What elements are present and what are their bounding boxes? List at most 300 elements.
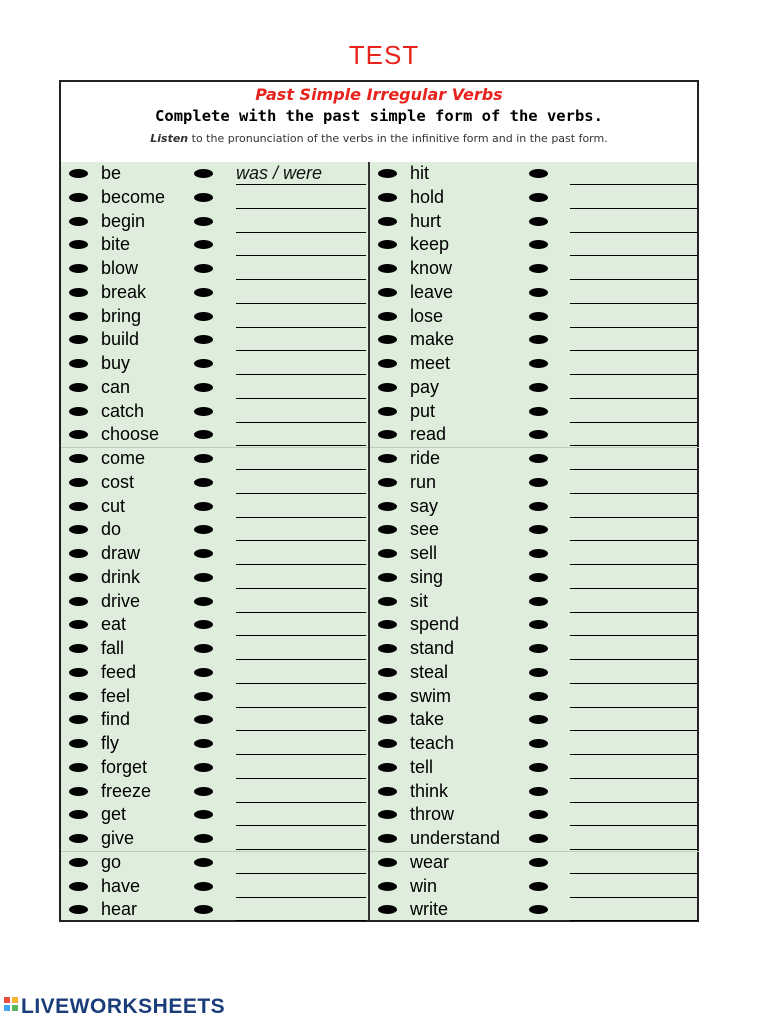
verb-infinitive: see [410,519,440,540]
bullet-icon [194,454,213,463]
verb-row [370,186,699,210]
bullet-icon [69,169,88,178]
past-form-answer-field[interactable] [570,400,698,423]
verb-infinitive: become [101,186,166,207]
verb-row [370,447,699,471]
verb-infinitive: bring [101,305,142,326]
verb-infinitive: blow [101,258,139,278]
verb-row [61,328,368,352]
past-form-answer-field[interactable] [570,281,698,304]
bullet-icon [529,525,548,534]
verb-row [61,780,368,804]
verb-row [61,637,368,661]
past-form-answer-field[interactable] [570,661,698,684]
verb-infinitive: sing [410,566,444,587]
bullet-icon [69,217,88,226]
verb-infinitive: sit [410,590,428,611]
past-form-answer-field[interactable] [236,637,366,660]
verb-row [370,423,699,447]
bullet-icon [194,597,213,606]
bullet-icon [194,169,213,178]
past-form-answer-field[interactable] [236,542,366,565]
verb-infinitive: drive [101,590,141,611]
verb-row [61,471,368,495]
bullet-icon [378,407,397,416]
past-form-answer-field[interactable] [236,471,366,494]
verb-infinitive: feel [101,685,131,706]
verb-row [61,590,368,614]
past-form-answer-field[interactable] [236,566,366,589]
verb-row [61,756,368,780]
past-form-answer-field[interactable] [236,400,366,423]
past-form-answer-field[interactable] [236,186,366,209]
bullet-icon [69,882,88,891]
verb-row [61,210,368,234]
past-form-answer-field[interactable] [236,590,366,613]
verb-infinitive: teach [410,733,455,753]
verb-infinitive: think [410,780,449,801]
bullet-icon [194,882,213,891]
verb-row [61,803,368,827]
bullet-icon [194,739,213,748]
verb-infinitive: feed [101,661,137,682]
bullet-icon [378,454,397,463]
bullet-icon [69,430,88,439]
past-form-answer-field[interactable] [236,803,366,826]
bullet-icon [69,739,88,748]
verb-row [370,328,699,352]
verb-row [61,376,368,400]
verb-infinitive: fly [101,733,119,753]
bullet-icon [378,668,397,677]
verb-row [370,376,699,400]
verb-infinitive: drink [101,566,141,587]
bullet-icon [194,407,213,416]
verb-row [370,732,699,756]
verb-infinitive: ride [410,448,441,468]
bullet-icon [378,288,397,297]
bullet-icon [378,882,397,891]
bullet-icon [69,810,88,819]
bullet-icon [378,763,397,772]
past-form-answer-field[interactable] [570,803,698,826]
verb-infinitive: catch [101,400,145,421]
verb-row [370,542,699,566]
bullet-icon [529,834,548,843]
verb-row [370,566,699,590]
verb-infinitive: come [101,448,146,468]
verb-infinitive: stand [410,638,455,658]
verb-infinitive: put [410,400,436,421]
verb-infinitive: find [101,709,131,730]
bullet-icon [529,882,548,891]
past-form-answer-field[interactable] [570,518,698,541]
past-form-answer-field[interactable] [570,851,698,874]
bullet-icon [529,668,548,677]
verb-infinitive: spend [410,614,460,635]
verb-row [370,827,699,851]
verb-row [370,851,699,875]
bullet-icon [529,549,548,558]
verb-row [370,352,699,376]
bullet-icon [378,478,397,487]
bullet-icon [69,478,88,487]
verb-infinitive: wear [410,851,450,872]
past-form-answer-field[interactable] [570,566,698,589]
verb-row [61,186,368,210]
verb-row [61,732,368,756]
bullet-icon [529,193,548,202]
liveworksheets-logo-icon [4,997,19,1015]
past-form-answer-field[interactable] [570,637,698,660]
past-form-answer-field[interactable] [570,376,698,399]
past-form-answer-field[interactable] [570,542,698,565]
past-form-answer-field[interactable] [570,233,698,256]
bullet-icon [69,454,88,463]
verb-row [61,542,368,566]
bullet-icon [69,787,88,796]
past-form-answer-field[interactable] [570,898,698,921]
verb-infinitive: tell [410,756,434,777]
past-form-answer-field[interactable] [570,471,698,494]
bullet-icon [378,264,397,273]
verb-infinitive: eat [101,614,127,635]
bullet-icon [529,502,548,511]
verb-infinitive: fall [101,638,125,658]
bullet-icon [194,193,213,202]
verb-row [61,162,368,186]
past-form-answer-field[interactable] [236,210,366,233]
bullet-icon [378,430,397,439]
verb-infinitive: begin [101,210,146,231]
past-form-answer-field[interactable] [236,851,366,874]
verb-infinitive: forget [101,756,148,777]
verb-row [370,162,699,186]
past-form-answer-field[interactable] [570,708,698,731]
bullet-icon [69,502,88,511]
verb-row [61,613,368,637]
bullet-icon [69,525,88,534]
note-lead: Listen [150,132,189,145]
bullet-icon [529,478,548,487]
past-form-answer-field[interactable] [570,352,698,375]
verb-row [370,756,699,780]
bullet-icon [69,240,88,249]
verb-infinitive: give [101,828,135,848]
bullet-icon [194,525,213,534]
bullet-icon [378,573,397,582]
bullet-icon [378,715,397,724]
past-form-answer-field[interactable] [570,780,698,803]
past-form-answer-field[interactable] [570,732,698,755]
verb-infinitive: draw [101,543,141,563]
bullet-icon [69,549,88,558]
bullet-icon [194,335,213,344]
bullet-icon [378,502,397,511]
verb-row [370,281,699,305]
verb-row [61,352,368,376]
verb-row [370,875,699,899]
bullet-icon [69,335,88,344]
past-form-answer-field[interactable] [236,423,366,446]
bullet-icon [194,573,213,582]
past-form-answer-field[interactable] [236,305,366,328]
bullet-icon [69,573,88,582]
verb-row [61,281,368,305]
verb-grid [61,162,697,920]
past-form-answer-field[interactable] [236,685,366,708]
bullet-icon [69,692,88,701]
bullet-icon [378,834,397,843]
verb-infinitive: cost [101,471,135,492]
bullet-icon [529,359,548,368]
verb-row [370,661,699,685]
bullet-icon [69,359,88,368]
bullet-icon [194,858,213,867]
bullet-icon [194,502,213,511]
verb-row [370,590,699,614]
bullet-icon [194,620,213,629]
bullet-icon [529,620,548,629]
bullet-icon [194,668,213,677]
verb-infinitive: keep [410,234,450,255]
bullet-icon [69,288,88,297]
bullet-icon [69,193,88,202]
bullet-icon [529,407,548,416]
verb-row [370,495,699,519]
past-form-answer-field[interactable]: was / were [236,162,366,185]
bullet-icon [378,217,397,226]
bullet-icon [69,264,88,273]
bullet-icon [69,858,88,867]
past-form-answer-field[interactable] [236,780,366,803]
past-form-answer-field[interactable] [570,827,698,850]
verb-row [370,898,699,922]
bullet-icon [378,739,397,748]
bullet-icon [194,644,213,653]
verb-infinitive: buy [101,353,131,373]
bullet-icon [529,573,548,582]
past-form-answer-field[interactable] [236,898,366,921]
bullet-icon [378,692,397,701]
bullet-icon [378,193,397,202]
verb-row [61,827,368,851]
bullet-icon [378,525,397,534]
past-form-answer-field[interactable] [236,376,366,399]
bullet-icon [529,383,548,392]
verb-infinitive: be [101,163,122,183]
bullet-icon [194,383,213,392]
past-form-answer-field[interactable] [236,613,366,636]
verb-row [370,471,699,495]
verb-row [61,400,368,424]
verb-row [370,803,699,827]
bullet-icon [529,312,548,321]
verb-row [370,780,699,804]
bullet-icon [529,288,548,297]
bullet-icon [194,834,213,843]
bullet-icon [529,810,548,819]
past-form-answer-field[interactable] [570,447,698,470]
bullet-icon [69,644,88,653]
bullet-icon [378,858,397,867]
past-form-answer-field[interactable] [570,495,698,518]
past-form-answer-field[interactable] [570,210,698,233]
verb-infinitive: get [101,804,127,825]
bullet-icon [69,668,88,677]
past-form-answer-field[interactable] [570,756,698,779]
logo-text: LIVEWORKSHEETS [21,995,226,1018]
verb-infinitive: steal [410,661,449,682]
bullet-icon [69,905,88,914]
verb-infinitive: meet [410,353,451,373]
verb-infinitive: sell [410,543,438,563]
verb-infinitive: know [410,258,453,278]
bullet-icon [529,787,548,796]
bullet-icon [529,905,548,914]
verb-infinitive: hold [410,186,445,207]
verb-infinitive: win [410,875,438,896]
bullet-icon [529,240,548,249]
past-form-answer-field[interactable] [236,233,366,256]
verb-row [370,518,699,542]
bullet-icon [194,715,213,724]
bullet-icon [529,739,548,748]
verb-row [370,210,699,234]
verb-row [370,708,699,732]
verb-infinitive: swim [410,685,451,706]
worksheet-table [59,80,699,922]
past-form-answer-field[interactable] [236,447,366,470]
liveworksheets-logo [4,995,225,1021]
verb-row [61,423,368,447]
verb-infinitive: cut [101,495,126,516]
verb-infinitive: say [410,495,439,516]
verb-row [61,708,368,732]
verb-infinitive: lose [410,305,444,326]
verb-infinitive: go [101,851,122,872]
past-form-answer-field[interactable] [236,281,366,304]
bullet-icon [529,644,548,653]
bullet-icon [69,763,88,772]
verb-infinitive: make [410,329,455,350]
verb-row [61,257,368,281]
worksheet-instruction: Complete with the past simple form of the verbs. [155,107,603,125]
bullet-icon [529,430,548,439]
verb-infinitive: hurt [410,210,442,231]
bullet-icon [194,810,213,819]
past-form-answer-field[interactable] [236,708,366,731]
bullet-icon [378,169,397,178]
bullet-icon [378,312,397,321]
past-form-answer-field[interactable] [570,590,698,613]
bullet-icon [194,217,213,226]
verb-row [61,875,368,899]
verb-row [61,447,368,471]
past-form-answer-field[interactable] [570,305,698,328]
past-form-answer-field[interactable] [236,518,366,541]
bullet-icon [378,644,397,653]
past-form-answer-field[interactable] [570,186,698,209]
verb-infinitive: run [410,471,437,492]
past-form-answer-field[interactable] [236,827,366,850]
bullet-icon [69,383,88,392]
past-form-answer-field[interactable] [236,661,366,684]
bullet-icon [69,834,88,843]
past-form-answer-field[interactable] [570,328,698,351]
verb-infinitive: break [101,281,147,302]
verb-infinitive: write [410,899,449,920]
bullet-icon [69,620,88,629]
bullet-icon [378,549,397,558]
bullet-icon [378,383,397,392]
bullet-icon [194,787,213,796]
past-form-answer-field[interactable] [570,423,698,446]
bullet-icon [194,549,213,558]
bullet-icon [529,858,548,867]
bullet-icon [529,217,548,226]
page-title: TEST [348,40,420,70]
bullet-icon [378,240,397,249]
bullet-icon [194,264,213,273]
verb-row [370,637,699,661]
bullet-icon [69,715,88,724]
past-form-answer-field[interactable] [236,756,366,779]
bullet-icon [378,359,397,368]
bullet-icon [194,905,213,914]
bullet-icon [378,810,397,819]
verb-row [61,518,368,542]
past-form-answer-field[interactable] [570,685,698,708]
past-form-answer-field[interactable] [570,613,698,636]
bullet-icon [378,620,397,629]
verb-row [61,233,368,257]
verb-row [61,661,368,685]
past-form-answer-field[interactable] [236,328,366,351]
past-form-answer-field[interactable] [236,495,366,518]
verb-infinitive: read [410,424,447,445]
verb-row [61,566,368,590]
past-form-answer-field[interactable] [570,162,698,185]
verb-infinitive: hear [101,899,138,920]
verb-infinitive: throw [410,804,455,825]
bullet-icon [194,240,213,249]
worksheet-header [61,82,697,163]
bullet-icon [194,763,213,772]
past-form-answer-field[interactable] [236,257,366,280]
worksheet-subtitle: Past Simple Irregular Verbs [255,85,503,104]
bullet-icon [194,288,213,297]
bullet-icon [194,478,213,487]
pronunciation-note [61,132,697,145]
verb-infinitive: do [101,519,122,540]
bullet-icon [69,597,88,606]
bullet-icon [378,787,397,796]
past-form-answer-field[interactable] [570,257,698,280]
past-form-answer-field[interactable] [570,875,698,898]
bullet-icon [529,715,548,724]
past-form-answer-field[interactable] [236,732,366,755]
bullet-icon [194,692,213,701]
verb-row [370,613,699,637]
bullet-icon [378,335,397,344]
verb-infinitive: have [101,875,141,896]
bullet-icon [529,454,548,463]
past-form-answer-field[interactable] [236,875,366,898]
bullet-icon [69,312,88,321]
past-form-answer-field[interactable] [236,352,366,375]
verb-row [61,685,368,709]
